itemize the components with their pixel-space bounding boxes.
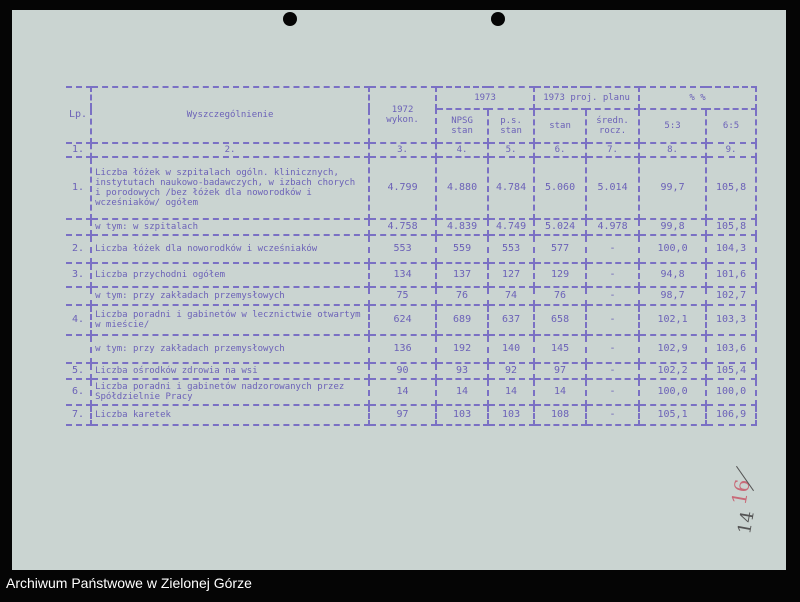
- cell-value: -: [586, 379, 639, 405]
- cell-value: 4.799: [369, 157, 436, 219]
- table-row: [66, 235, 756, 263]
- sub-label: wykon.: [386, 115, 419, 125]
- cell-value: 689: [436, 305, 488, 335]
- handwritten-crossed-number: 16: [726, 477, 755, 507]
- column-number: 5.: [488, 143, 534, 157]
- cell-value: 104,3: [706, 235, 756, 263]
- table-row: [66, 287, 756, 305]
- row-description: Liczba poradni i gabinetów nadzorowanych przez Spółdzielnie Pracy: [91, 379, 369, 405]
- cell-value: -: [586, 335, 639, 363]
- cell-value: 102,7: [706, 287, 756, 305]
- cell-value: 136: [369, 335, 436, 363]
- row-description: Liczba karetek: [91, 405, 369, 425]
- cell-value: 100,0: [706, 379, 756, 405]
- cell-value: 92: [488, 363, 534, 379]
- cell-value: 94,8: [639, 263, 706, 287]
- cell-value: 577: [534, 235, 586, 263]
- table-row: [66, 305, 756, 335]
- cell-value: -: [586, 287, 639, 305]
- sub-label: proj. planu: [570, 93, 630, 103]
- column-number: 6.: [534, 143, 586, 157]
- cell-value: 100,0: [639, 379, 706, 405]
- cell-value: -: [586, 305, 639, 335]
- header-srednie: średn. rocz.: [586, 109, 639, 143]
- column-number: 9.: [706, 143, 756, 157]
- cell-value: 97: [534, 363, 586, 379]
- cell-value: 4.758: [369, 219, 436, 235]
- cell-value: 102,9: [639, 335, 706, 363]
- row-number: 3.: [66, 263, 91, 287]
- cell-value: 559: [436, 235, 488, 263]
- archive-caption: Archiwum Państwowe w Zielonej Górze: [6, 575, 252, 591]
- header-percent: % %: [639, 87, 756, 109]
- cell-value: 103: [436, 405, 488, 425]
- cell-value: 108: [534, 405, 586, 425]
- cell-value: 105,4: [706, 363, 756, 379]
- cell-value: 5.060: [534, 157, 586, 219]
- cell-value: 75: [369, 287, 436, 305]
- cell-value: 4.839: [436, 219, 488, 235]
- cell-value: 102,1: [639, 305, 706, 335]
- punch-hole: [491, 12, 505, 26]
- cell-value: 99,7: [639, 157, 706, 219]
- cell-value: 137: [436, 263, 488, 287]
- row-description: Liczba łóżek dla noworodków i wcześniaków: [91, 235, 369, 263]
- header-npsg: NPSG stan: [436, 109, 488, 143]
- row-number: 7.: [66, 405, 91, 425]
- cell-value: -: [586, 235, 639, 263]
- cell-value: 93: [436, 363, 488, 379]
- cell-value: 76: [534, 287, 586, 305]
- cell-value: 105,8: [706, 157, 756, 219]
- table-row: [66, 263, 756, 287]
- cell-value: 553: [369, 235, 436, 263]
- row-number: [66, 335, 91, 363]
- row-number: 1.: [66, 157, 91, 219]
- row-number: [66, 219, 91, 235]
- header-5-3: 5:3: [639, 109, 706, 143]
- cell-value: 129: [534, 263, 586, 287]
- cell-value: 5.024: [534, 219, 586, 235]
- cell-value: 90: [369, 363, 436, 379]
- cell-value: 74: [488, 287, 534, 305]
- table-row: [66, 363, 756, 379]
- column-number: 2.: [91, 143, 369, 157]
- row-description: w tym: w szpitalach: [91, 219, 369, 235]
- row-description: Liczba przychodni ogółem: [91, 263, 369, 287]
- row-number: 5.: [66, 363, 91, 379]
- cell-value: 140: [488, 335, 534, 363]
- cell-value: 103,6: [706, 335, 756, 363]
- cell-value: 97: [369, 405, 436, 425]
- cell-value: 14: [436, 379, 488, 405]
- cell-value: 553: [488, 235, 534, 263]
- year-label: 1973: [543, 93, 565, 103]
- punch-hole: [283, 12, 297, 26]
- table-row: [66, 157, 756, 219]
- cell-value: 100,0: [639, 235, 706, 263]
- column-number: 8.: [639, 143, 706, 157]
- cell-value: 99,8: [639, 219, 706, 235]
- handwritten-page-number: 14: [734, 509, 759, 536]
- cell-value: 14: [369, 379, 436, 405]
- cell-value: 637: [488, 305, 534, 335]
- cell-value: 76: [436, 287, 488, 305]
- statistics-table: [66, 86, 757, 426]
- cell-value: 4.880: [436, 157, 488, 219]
- cell-value: 192: [436, 335, 488, 363]
- header-6-5: 6:5: [706, 109, 756, 143]
- row-description: Liczba łóżek w szpitalach ogóln. klinicznych, instytutach naukowo-badawczych, w izbach chorych i porodowych /bez łóżek dla noworodków i wcześniaków/ ogółem: [91, 157, 369, 219]
- cell-value: 103,3: [706, 305, 756, 335]
- cell-value: 4.784: [488, 157, 534, 219]
- column-number: 4.: [436, 143, 488, 157]
- cell-value: 102,2: [639, 363, 706, 379]
- cell-value: -: [586, 405, 639, 425]
- row-number: 6.: [66, 379, 91, 405]
- table-row: [66, 379, 756, 405]
- row-number: [66, 287, 91, 305]
- header-ps: p.s. stan: [488, 109, 534, 143]
- header-1972: [369, 87, 436, 143]
- header-1973-plan: [534, 87, 639, 109]
- column-number: 7.: [586, 143, 639, 157]
- row-description: w tym: przy zakładach przemysłowych: [91, 287, 369, 305]
- row-description: Liczba poradni i gabinetów w lecznictwie otwartym w mieście/: [91, 305, 369, 335]
- row-description: w tym: przy zakładach przemysłowych: [91, 335, 369, 363]
- cell-value: 105,1: [639, 405, 706, 425]
- cell-value: 106,9: [706, 405, 756, 425]
- cell-value: 4.978: [586, 219, 639, 235]
- cell-value: 134: [369, 263, 436, 287]
- table-row: [66, 219, 756, 235]
- cell-value: 14: [534, 379, 586, 405]
- cell-value: 14: [488, 379, 534, 405]
- cell-value: 5.014: [586, 157, 639, 219]
- row-number: 2.: [66, 235, 91, 263]
- cell-value: 624: [369, 305, 436, 335]
- header-stan: stan: [534, 109, 586, 143]
- table-row: [66, 405, 756, 425]
- year-label: 1972: [391, 105, 414, 115]
- cell-value: -: [586, 263, 639, 287]
- column-number: 1.: [66, 143, 91, 157]
- row-number: 4.: [66, 305, 91, 335]
- cell-value: 145: [534, 335, 586, 363]
- column-number: 3.: [369, 143, 436, 157]
- header-1973: 1973: [436, 87, 534, 109]
- header-lp: Lp.: [66, 87, 91, 143]
- cell-value: 127: [488, 263, 534, 287]
- cell-value: 658: [534, 305, 586, 335]
- cell-value: 4.749: [488, 219, 534, 235]
- table-row: [66, 335, 756, 363]
- cell-value: -: [586, 363, 639, 379]
- cell-value: 103: [488, 405, 534, 425]
- cell-value: 98,7: [639, 287, 706, 305]
- cell-value: 101,6: [706, 263, 756, 287]
- header-description: Wyszczególnienie: [91, 87, 369, 143]
- row-description: Liczba ośrodków zdrowia na wsi: [91, 363, 369, 379]
- cell-value: 105,8: [706, 219, 756, 235]
